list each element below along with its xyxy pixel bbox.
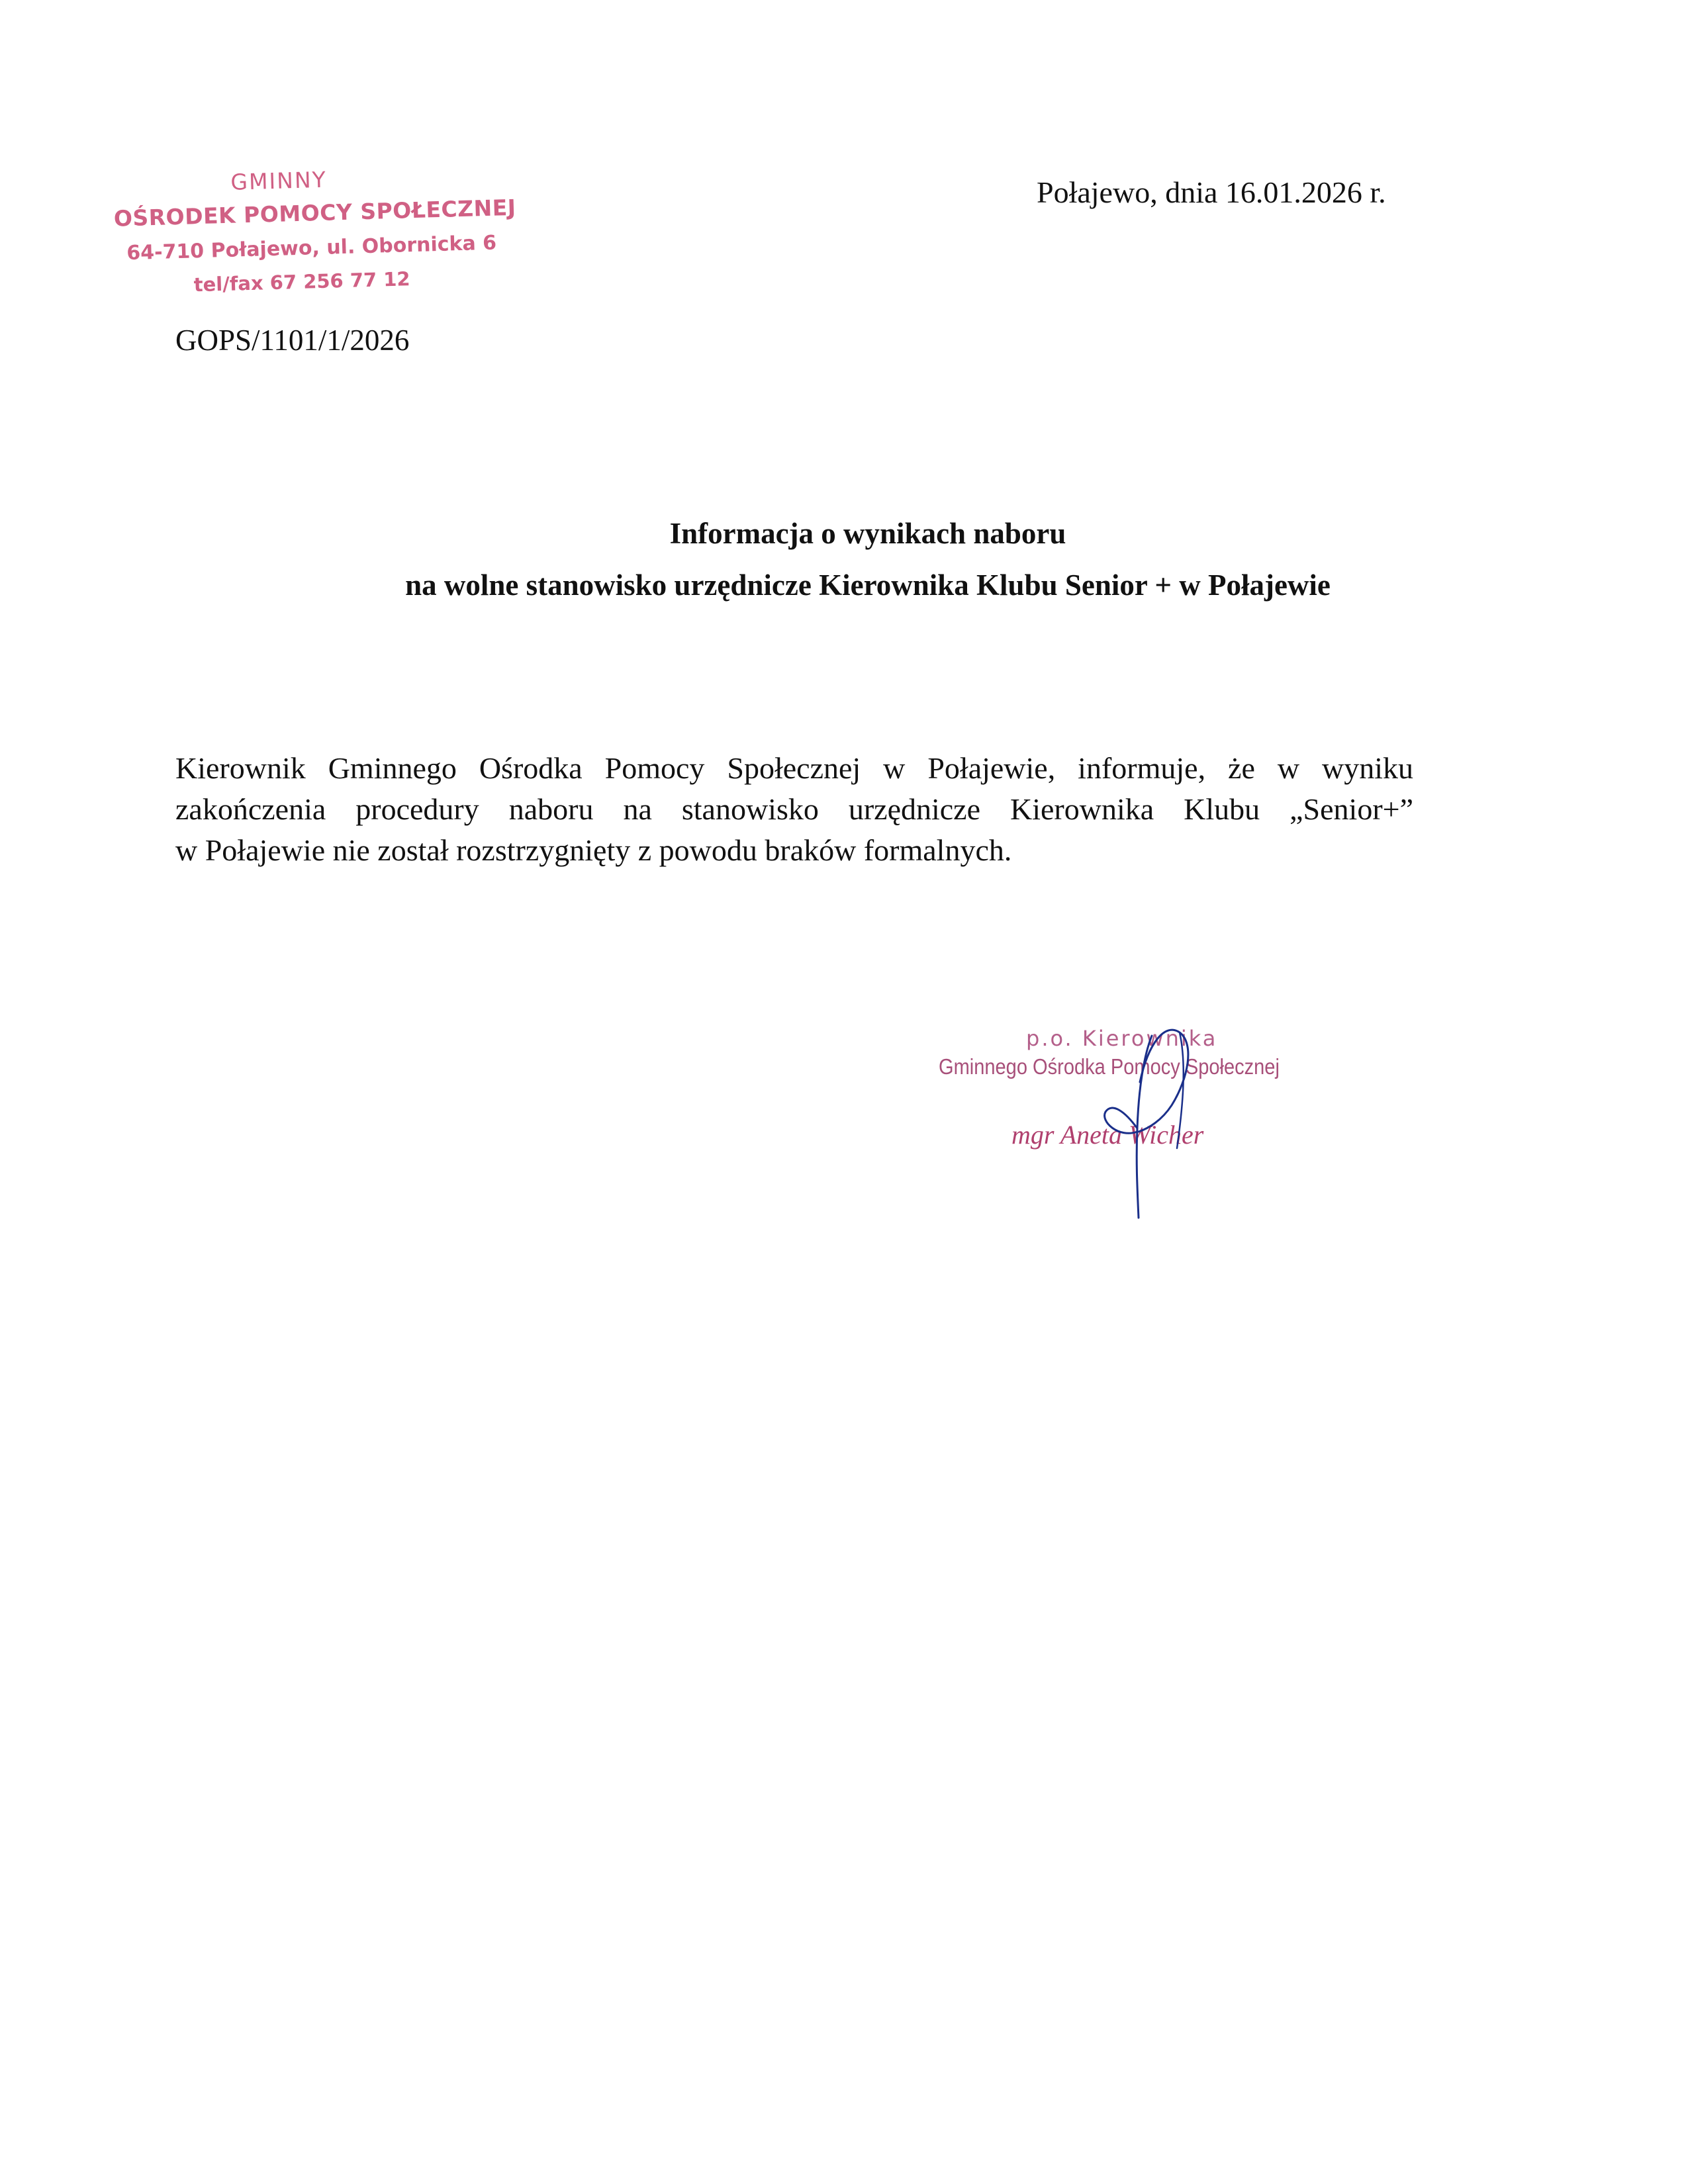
reference-number: GOPS/1101/1/2026 — [175, 324, 410, 357]
body-line-2: zakończenia procedury naboru na stanowisko urzędnicze Kierownika Klubu „Senior+” — [175, 792, 1413, 826]
body-line-3: w Połajewie nie został rozstrzygnięty z powodu braków formalnych. — [175, 833, 1012, 867]
stamp-line-gminny: GMINNY — [230, 166, 328, 195]
signature-stamp-name: mgr Aneta Wicher — [1011, 1120, 1204, 1150]
document-title: Informacja o wynikach naboru — [669, 517, 1066, 550]
stamp-line-office-name: OŚRODEK POMOCY SPOŁECZNEJ — [113, 194, 517, 232]
signature-stamp-role: p.o. Kierownika — [1026, 1026, 1218, 1051]
institution-stamp — [106, 162, 517, 312]
body-line-1: Kierownik Gminnego Ośrodka Pomocy Społecznej w Połajewie, informuje, że w wyniku — [175, 751, 1413, 785]
stamp-line-address: 64-710 Połajewo, ul. Obornicka 6 — [126, 231, 497, 265]
place-and-date: Połajewo, dnia 16.01.2026 r. — [1037, 175, 1386, 209]
body-paragraph — [175, 748, 1413, 871]
stamp-line-phone: tel/fax 67 256 77 12 — [193, 267, 411, 296]
signature-block — [927, 996, 1337, 1241]
handwritten-signature — [927, 996, 1337, 1241]
signature-stamp-institution: Gminnego Ośrodka Pomocy Społecznej — [939, 1054, 1280, 1079]
document-subtitle: na wolne stanowisko urzędnicze Kierownika Klubu Senior + w Połajewie — [405, 569, 1331, 602]
